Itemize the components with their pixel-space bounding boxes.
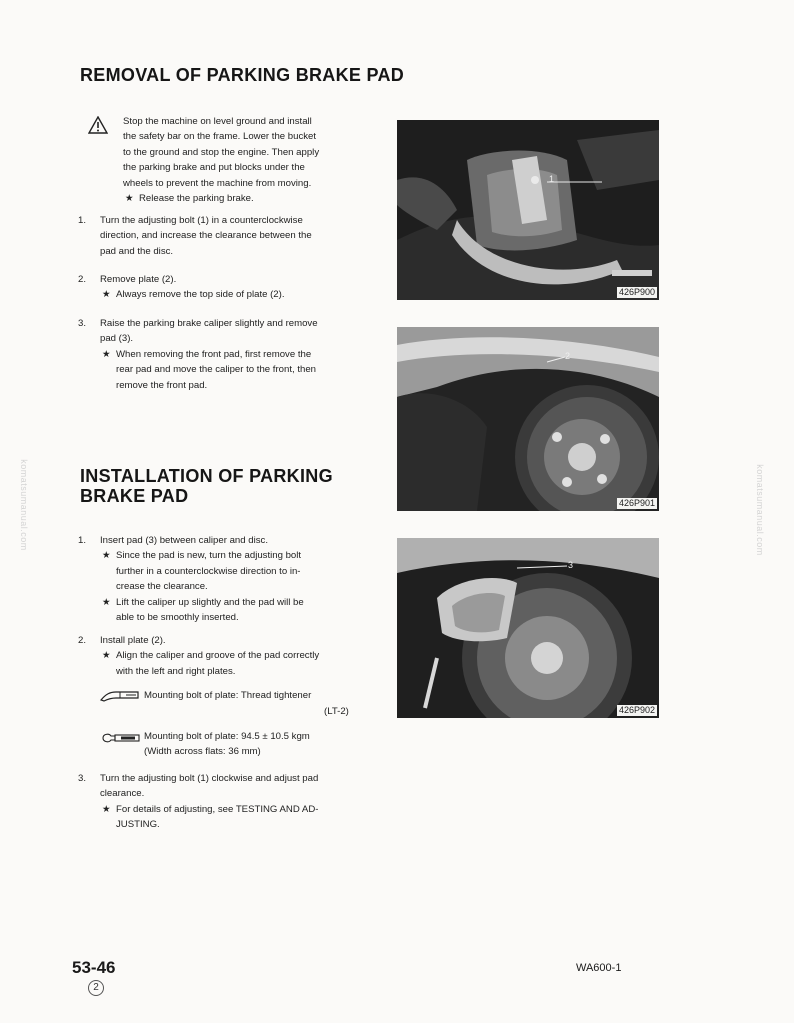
step-number: 1. [78,215,87,226]
warning-line: the safety bar on the frame. Lower the bucket [123,131,317,143]
torque-label: Mounting bolt of plate: 94.5 ± 10.5 kgm [144,731,310,742]
revision-mark [88,980,104,996]
thread-tightener-label: Mounting bolt of plate: Thread tightener [144,690,312,701]
photo-code: 426P900 [618,287,655,297]
step-number: 3. [78,318,87,329]
torque-wrench-icon [101,731,141,749]
step-number: 3. [78,773,87,784]
warning-note-text: Release the parking brake. [139,193,254,205]
note-line: further in a counterclockwise direction to in- [116,565,301,577]
photo-caliper-adjusting-bolt [397,120,659,300]
photo-pad-insertion [397,538,659,718]
step-line: Turn the adjusting bolt (1) clockwise and adjust pad [100,773,319,784]
star-icon: ★ [102,550,111,562]
step-note [100,287,363,302]
warning-line: Stop the machine on level ground and install [123,116,312,127]
model-label: WA600-1 [576,962,622,974]
section-title-line: INSTALLATION OF PARKING [80,466,333,486]
note-line: JUSTING. [116,819,160,831]
section-title-installation [80,466,333,506]
step-number: 2. [78,274,87,285]
note-line: Always remove the top side of plate (2). [116,289,285,301]
install-step-3 [78,771,363,833]
step-line: Turn the adjusting bolt (1) in a counterclockwise [100,215,303,226]
removal-step-3 [78,316,363,393]
warning-line: to the ground and stop the engine. Then apply [123,146,320,158]
star-icon: ★ [102,650,111,662]
warning-triangle-icon [88,116,108,139]
note-line: When removing the front pad, first remove the [116,348,312,360]
section-title-removal: REMOVAL OF PARKING BRAKE PAD [80,65,405,85]
removal-step-1 [78,213,363,259]
page-number: 53-46 [72,958,116,977]
note-line: For details of adjusting, see TESTING AND AD- [116,803,319,815]
removal-step-2 [78,272,363,303]
photo-callout: 2 [565,351,571,361]
install-step-2 [78,633,363,679]
install-step-1 [78,533,363,625]
warning-note [123,191,368,206]
step-note [100,802,363,833]
photo-code: 426P901 [618,498,655,508]
step-line: clearance. [100,788,145,800]
photo-callout: 3 [568,560,574,570]
photo-callout: 1 [549,174,555,184]
step-note [100,648,363,679]
watermark-left: komatsumanual.com [18,459,29,551]
note-line: able to be smoothly inserted. [116,612,239,624]
warning-line: the parking brake and put blocks under the [123,162,305,174]
note-line: Align the caliper and groove of the pad correctly [116,650,320,662]
step-line: pad and the disc. [100,245,174,257]
step-line: pad (3). [100,333,134,345]
step-note [100,595,363,626]
star-icon: ★ [102,348,111,360]
warning-text [123,114,368,206]
revision-number: 2 [93,982,99,993]
thread-tightener-code: (LT-2) [324,706,349,717]
step-note [100,548,363,594]
note-line: Lift the caliper up slightly and the pad will be [116,596,304,608]
note-line: Since the pad is new, turn the adjusting bolt [116,550,302,562]
step-line: direction, and increase the clearance between the [100,230,312,242]
step-line: Raise the parking brake caliper slightly and remove [100,318,318,329]
star-icon: ★ [102,289,111,301]
torque-sub: (Width across flats: 36 mm) [144,746,261,757]
step-number: 1. [78,535,87,546]
section-title-line: BRAKE PAD [80,486,189,506]
step-line: Insert pad (3) between caliper and disc. [100,535,268,546]
step-number: 2. [78,635,87,646]
star-icon: ★ [102,596,111,608]
thread-tightener-icon [100,688,142,707]
warning-line: wheels to prevent the machine from moving. [123,177,312,189]
photo-plate-removal [397,327,659,511]
star-icon: ★ [125,193,134,205]
note-line: remove the front pad. [116,379,208,391]
step-line: Remove plate (2). [100,274,177,285]
note-line: rear pad and move the caliper to the front, then [116,364,316,376]
note-line: with the left and right plates. [116,665,236,677]
note-line: crease the clearance. [116,581,208,593]
photo-code: 426P902 [618,705,655,715]
star-icon: ★ [102,803,111,815]
step-note [100,347,363,393]
watermark-right: komatsumanual.com [754,464,765,556]
step-line: Install plate (2). [100,635,166,646]
